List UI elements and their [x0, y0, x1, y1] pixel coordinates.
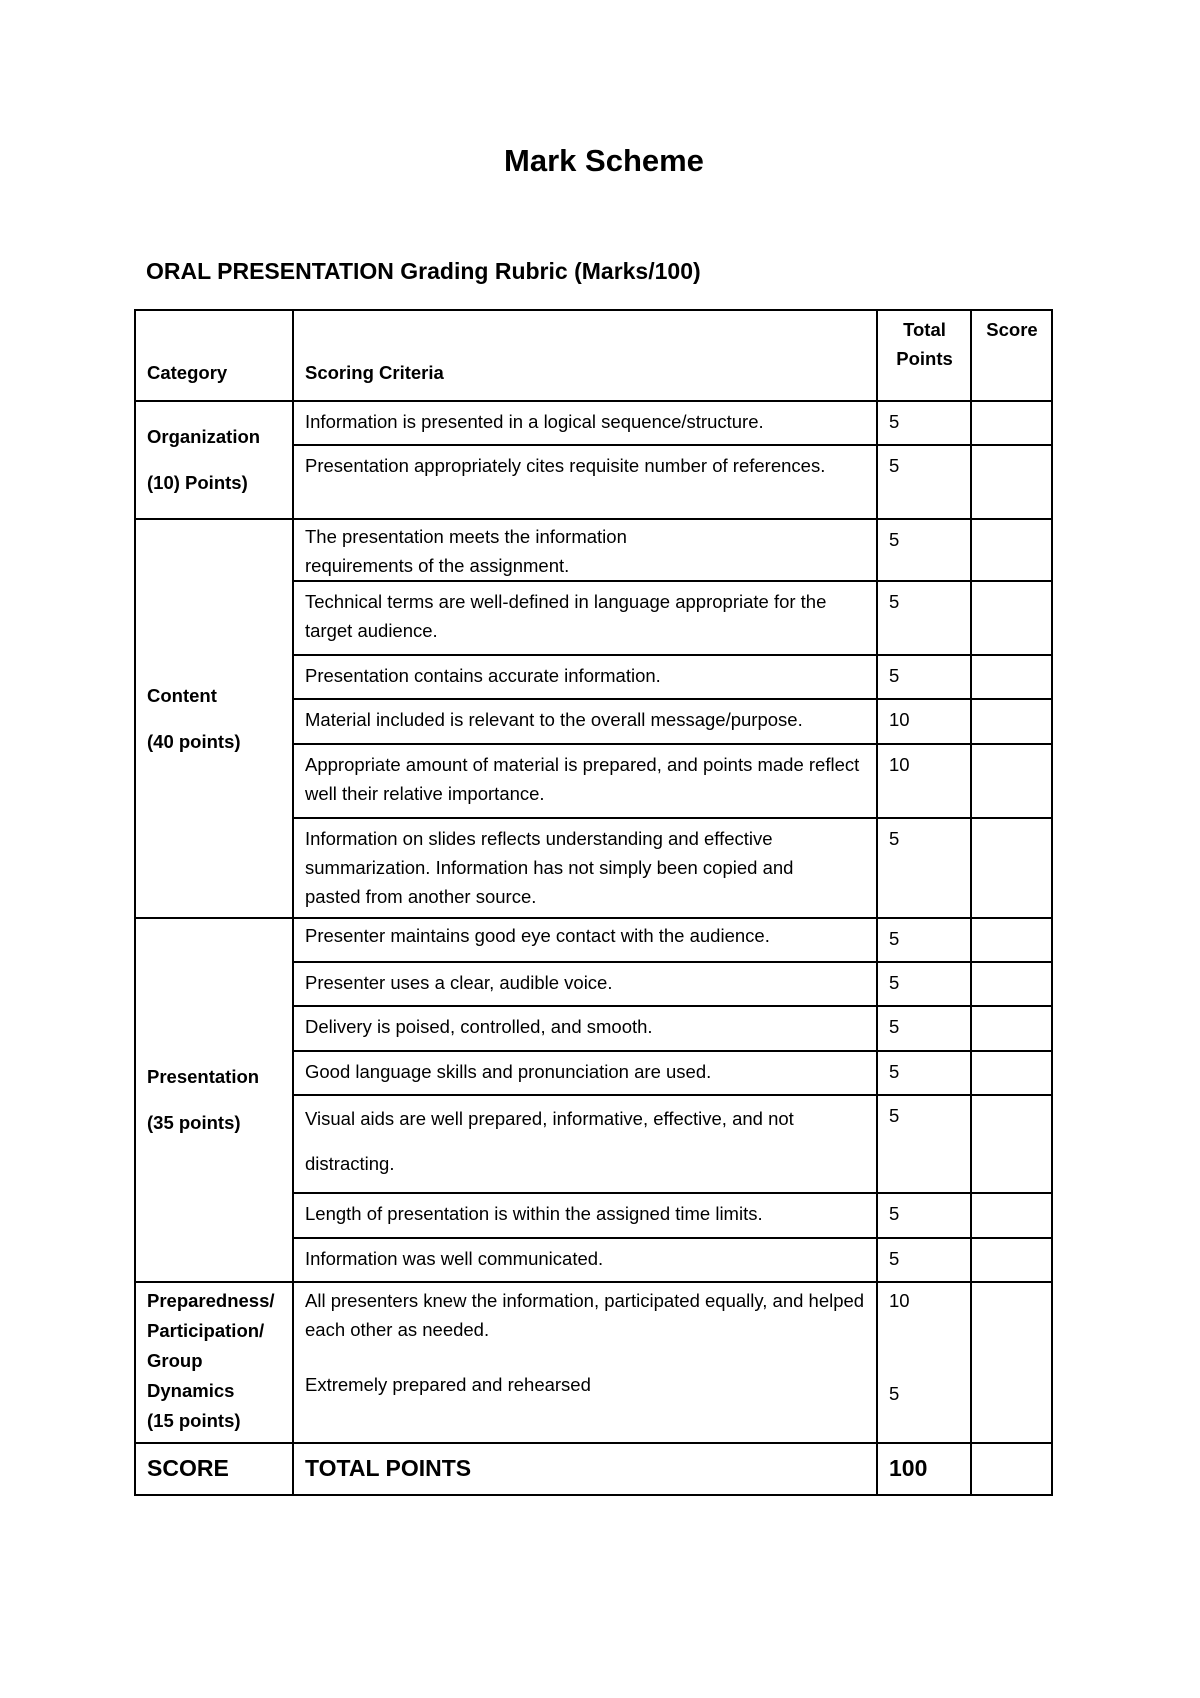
points-cell: 5: [877, 818, 971, 918]
criteria-cell: Presenter uses a clear, audible voice.: [293, 962, 877, 1006]
points-cell: [877, 1282, 971, 1443]
category-name-line: Dynamics: [147, 1380, 235, 1401]
category-name: Organization: [147, 426, 261, 447]
category-content: [135, 519, 293, 918]
criteria-cell: Presentation contains accurate information.: [293, 655, 877, 699]
category-preparedness: [135, 1282, 293, 1443]
score-cell[interactable]: [971, 1006, 1052, 1051]
header-category: Category: [135, 310, 293, 401]
table-row: [135, 519, 1052, 581]
points-cell: 5: [877, 1238, 971, 1282]
rubric-subtitle: ORAL PRESENTATION Grading Rubric (Marks/100): [146, 258, 701, 284]
criteria-cell: Presenter maintains good eye contact with the audience.: [293, 918, 877, 962]
criteria-cell: Technical terms are well-defined in language appropriate for the target audience.: [293, 581, 877, 655]
score-cell[interactable]: [971, 699, 1052, 744]
criteria-text: All presenters knew the information, participated equally, and helped each other as needed.: [305, 1290, 865, 1340]
points-value: 5: [889, 1383, 900, 1404]
score-cell[interactable]: [971, 1051, 1052, 1095]
score-cell[interactable]: [971, 401, 1052, 445]
rubric-table: [134, 309, 1053, 1496]
criteria-cell: Information is presented in a logical sequence/structure.: [293, 401, 877, 445]
points-cell: 5: [877, 581, 971, 655]
category-name-line: Preparedness/: [147, 1290, 275, 1311]
score-cell[interactable]: [971, 581, 1052, 655]
points-cell: 5: [877, 962, 971, 1006]
points-cell: 5: [877, 1006, 971, 1051]
header-score: Score: [971, 310, 1052, 401]
category-organization: [135, 401, 293, 519]
criteria-cell: Good language skills and pronunciation are used.: [293, 1051, 877, 1095]
points-cell: 5: [877, 519, 971, 581]
criteria-cell: Length of presentation is within the assigned time limits.: [293, 1193, 877, 1238]
category-points: (35 points): [147, 1112, 241, 1133]
score-cell[interactable]: [971, 744, 1052, 818]
score-cell[interactable]: [971, 818, 1052, 918]
criteria-cell: Material included is relevant to the overall message/purpose.: [293, 699, 877, 744]
points-cell: 5: [877, 1193, 971, 1238]
points-cell: 10: [877, 699, 971, 744]
score-cell[interactable]: [971, 962, 1052, 1006]
criteria-cell: Appropriate amount of material is prepared, and points made reflect well their relative importance.: [293, 744, 877, 818]
criteria-cell: Presentation appropriately cites requisite number of references.: [293, 445, 877, 519]
category-points: (15 points): [147, 1410, 241, 1431]
header-total-points: [877, 310, 971, 401]
criteria-cell: Visual aids are well prepared, informative, effective, and not distracting.: [293, 1095, 877, 1193]
points-cell: 5: [877, 918, 971, 962]
total-points-value: 100: [877, 1443, 971, 1495]
category-name: Presentation: [147, 1066, 260, 1087]
table-row: [135, 1282, 1052, 1443]
score-cell[interactable]: [971, 1193, 1052, 1238]
score-cell[interactable]: [971, 519, 1052, 581]
header-total-points-line2: Points: [896, 348, 953, 369]
score-cell[interactable]: [971, 445, 1052, 519]
total-row: [135, 1443, 1052, 1495]
score-label: SCORE: [135, 1443, 293, 1495]
criteria-cell: Information was well communicated.: [293, 1238, 877, 1282]
score-cell[interactable]: [971, 1282, 1052, 1443]
category-presentation: [135, 918, 293, 1282]
points-cell: 5: [877, 655, 971, 699]
criteria-cell: [293, 1282, 877, 1443]
category-name-line: Group: [147, 1350, 203, 1371]
score-cell[interactable]: [971, 918, 1052, 962]
category-name: Content: [147, 684, 217, 706]
table-row: [135, 401, 1052, 445]
points-cell: 5: [877, 1095, 971, 1193]
final-score-cell[interactable]: [971, 1443, 1052, 1495]
category-points: (10) Points): [147, 472, 248, 493]
score-cell[interactable]: [971, 1238, 1052, 1282]
criteria-cell: Delivery is poised, controlled, and smooth.: [293, 1006, 877, 1051]
header-row: [135, 310, 1052, 401]
points-cell: 5: [877, 1051, 971, 1095]
header-criteria: Scoring Criteria: [293, 310, 877, 401]
points-cell: 10: [877, 744, 971, 818]
points-cell: 5: [877, 401, 971, 445]
category-name-line: Participation/: [147, 1320, 265, 1341]
page-title: Mark Scheme: [504, 143, 704, 178]
score-cell[interactable]: [971, 655, 1052, 699]
points-value: 10: [889, 1290, 910, 1311]
total-points-label: TOTAL POINTS: [293, 1443, 877, 1495]
header-total-points-line1: Total: [903, 319, 946, 340]
criteria-cell: Information on slides reflects understanding and effective summarization. Information has not simply been copied and pasted from another source.: [293, 818, 877, 918]
points-cell: 5: [877, 445, 971, 519]
category-points: (40 points): [147, 730, 241, 752]
score-cell[interactable]: [971, 1095, 1052, 1193]
criteria-cell: The presentation meets the information requirements of the assignment.: [293, 519, 877, 581]
table-row: [135, 918, 1052, 962]
criteria-text: Extremely prepared and rehearsed: [305, 1374, 591, 1395]
